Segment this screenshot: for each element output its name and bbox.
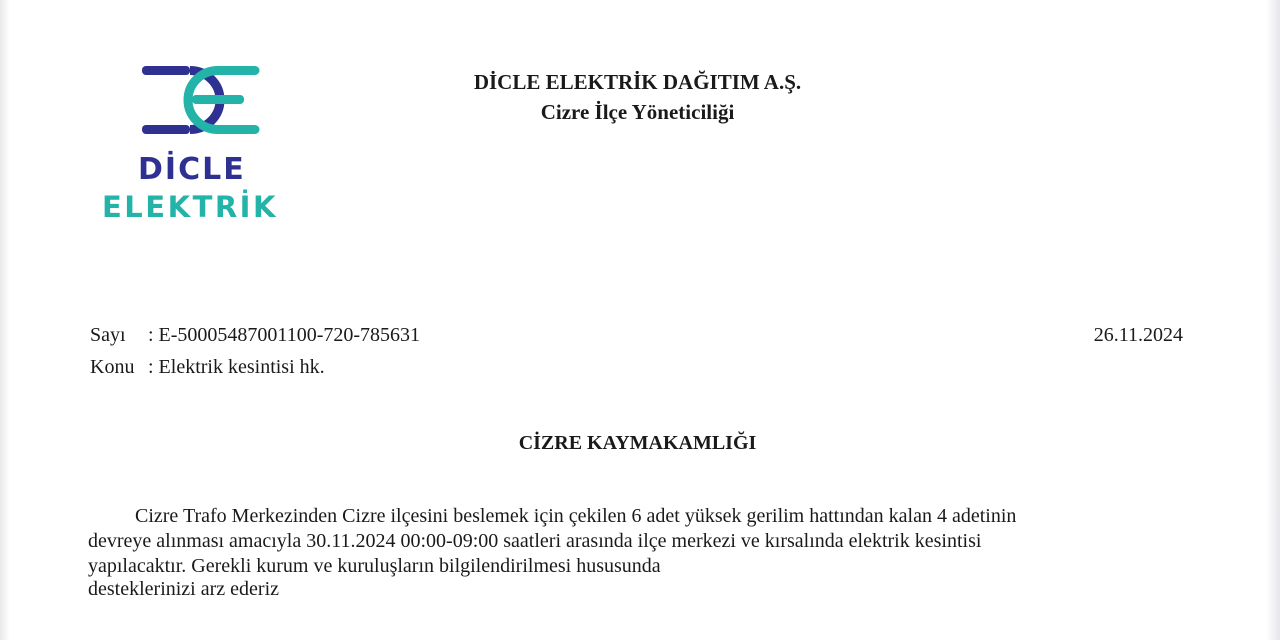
body-line: desteklerinizi arz ederiz	[88, 578, 279, 600]
subject-value: : Elektrik kesintisi hk.	[148, 356, 325, 378]
dicle-elektrik-logo	[100, 62, 310, 232]
company-name: DİCLE ELEKTRİK DAĞITIM A.Ş.	[473, 70, 802, 94]
document-number-row	[90, 324, 420, 347]
document-number-label: Sayı	[90, 324, 126, 346]
page-edge-right	[1266, 0, 1280, 640]
subject-row	[90, 356, 325, 379]
subject-label: Konu	[90, 356, 135, 378]
document-date: 26.11.2024	[1093, 324, 1183, 346]
body-line: devreye alınması amacıyla 30.11.2024 00:00-09:00 saatleri arasında ilçe merkezi ve kırsalında elektrik kesintisi	[88, 530, 982, 552]
document-number-value: : E-50005487001100-720-785631	[148, 324, 421, 346]
body-line: yapılacaktır. Gerekli kurum ve kuruluşların bilgilendirilmesi hususunda	[88, 555, 661, 577]
body-line: Cizre Trafo Merkezinden Cizre ilçesini beslemek için çekilen 6 adet yüksek gerilim hattından kalan 4 adetinin	[135, 505, 1017, 527]
logo-mark-icon	[100, 62, 270, 142]
logo-wordmark-bottom: ELEKTRİK	[102, 190, 278, 224]
recipient-title: CİZRE KAYMAKAMLIĞI	[518, 432, 757, 454]
page-edge-left	[0, 0, 10, 640]
department-name: Cizre İlçe Yöneticiliği	[540, 100, 735, 124]
logo-wordmark-top: DİCLE	[138, 152, 246, 187]
